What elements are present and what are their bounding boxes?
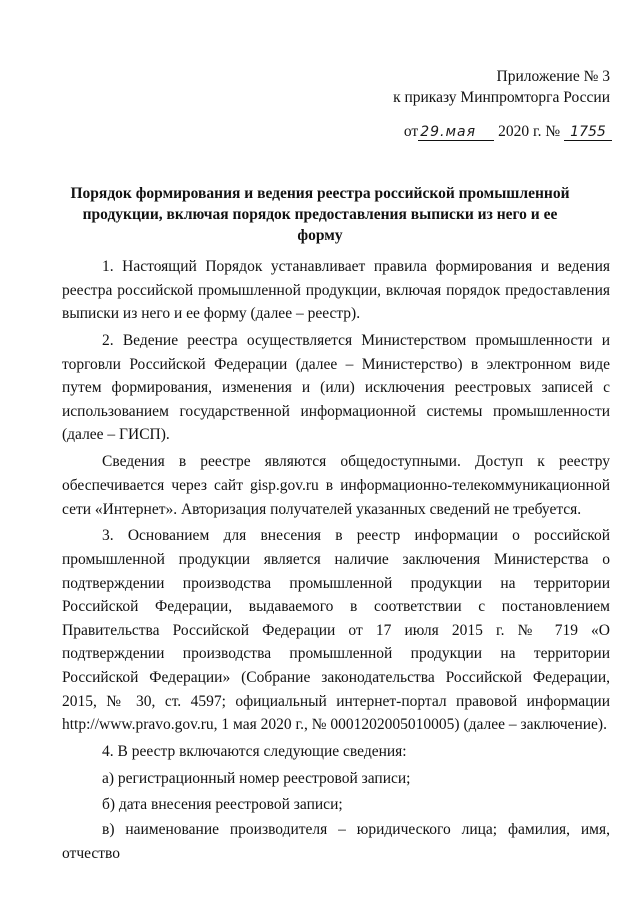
appendix-header [393, 66, 610, 108]
handwritten-date: 29.мая [418, 124, 494, 141]
paragraph-3: Сведения в реестре являются общедоступными. Доступ к реестру обеспечивается через сайт gisp.gov.ru в информационно-телекоммуникационной сети «Интернет». Авторизация получателей указанных сведений не требуется. [62, 453, 610, 518]
paragraph-1: 1. Настоящий Порядок устанавливает правила формирования и ведения реестра российской промышленной продукции, включая порядок предоставления выписки из него и ее форму (далее – реестр). [62, 258, 610, 323]
paragraph-4: 3. Основанием для внесения в реестр информации о российской промышленной продукции является наличие заключения Министерства о подтверждении производства промышленной продукции на территории Российской Федерации, выдаваемого в соответствии с постановлением Правительства Российской Федерации от 17 июля 2015 г. № 719 «О подтверждении производства промышленной продукции на территории Российской Федерации» (Собрание законодательства Российской Федерации, 2015, № 30, ст. 4597; официальный интернет-портал правовой информации http://www.pravo.gov.ru, 1 мая 2020 г., № 0001202005010005) (далее – заключение). [62, 527, 610, 734]
order-date-line [404, 121, 612, 142]
date-prefix: от [403, 123, 419, 140]
document-title: Порядок формирования и ведения реестра российской промышленной продукции, включая порядок предоставления выписки из него и ее форму [70, 185, 570, 244]
paragraph-2: 2. Ведение реестра осуществляется Министерством промышленности и торговли Российской Федерации (далее – Министерство) в электронном виде путем формирования, изменения и (или) исключения реестровых записей с использованием государственной информационной системы промышленности (далее – ГИСП). [62, 332, 610, 444]
order-reference: к приказу Минпромторга России [393, 89, 610, 106]
handwritten-order-number: 1755 [564, 124, 612, 141]
list-item-a: а) регистрационный номер реестровой записи; [102, 769, 411, 787]
paragraph-5: 4. В реестр включаются следующие сведения: [102, 743, 407, 761]
appendix-number: Приложение № 3 [496, 68, 610, 85]
document-body [62, 255, 610, 867]
list-item-c: в) наименование производителя – юридического лица; фамилия, имя, отчество [62, 821, 610, 862]
list-item-b: б) дата внесения реестровой записи; [102, 795, 343, 813]
year-and-number-label: 2020 г. № [498, 123, 561, 140]
